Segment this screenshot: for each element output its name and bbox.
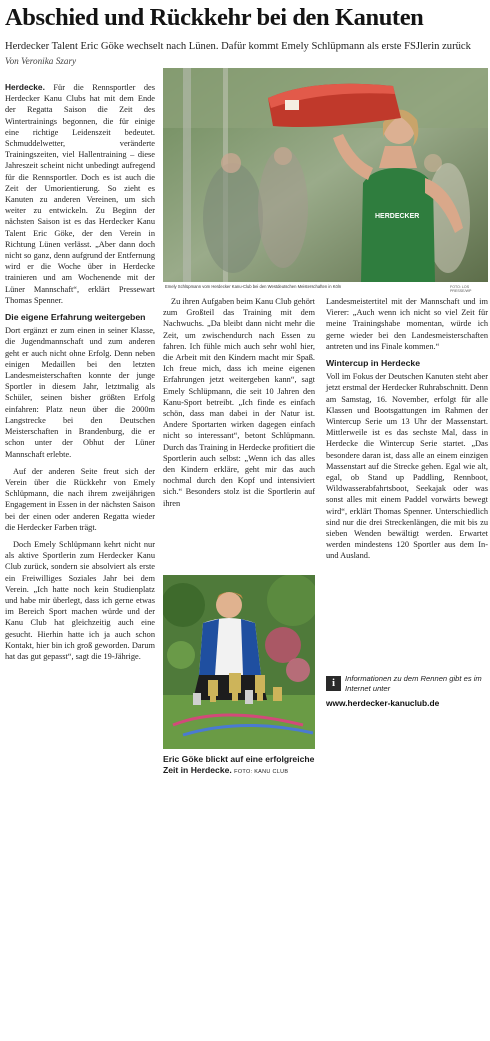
photo-caption-1: Emely Schlüpmann vom Herdecker Kanu-Club bei den Westdeutschen Meisterschaften in Köln <box>165 284 342 289</box>
info-text: Informationen zu dem Rennen gibt es im Internet unter <box>345 674 482 693</box>
photo-caption-2 <box>163 754 315 778</box>
paragraph <box>5 82 155 306</box>
club-website-link[interactable]: www.herdecker-kanuclub.de <box>326 698 440 708</box>
paragraph: Doch Emely Schlüpmann kehrt nicht nur als aktive Sportlerin zum Herdecker Kanu Club zurück, sondern sie absolviert als erste ein Freiwilliges Soziales Jahr bei dem Verein. „Ich hatte noch kein Studienplatz und habe mir überlegt, dass ich gerne etwas im Bereich Sport machen würde und der Kanu Club hat gleichzeitig auch eine gesucht. Hierhin hatte ich ja auch schon Kontakt, hier bin ich groß geworden. Darum hat das gut gepasst“, sagt die 19-Jährige. <box>5 539 155 661</box>
jersey-lettering: HERDECKER <box>375 213 420 220</box>
photo-credit-1: FOTO: LOS PRESSE/WP <box>450 285 472 293</box>
paragraph: Landesmeistertitel mit der Mannschaft und im Vierer: „Auch wenn ich nicht so viel Zeit für meine Trainingshabe momentan, würde ich gerne wieder bei den Landesmeisterschaften antreten und ins Finale kommen.“ <box>326 297 488 351</box>
paragraph-text: Für die Rennsportler des Herdecker Kanu Clubs hat mit dem Ende der Regatta Saison die Zeit des Wintertrainings begonnen, die für einige eine richtige Leidenszeit bedeutet. Schmuddelwetter, veränderte Trainingszeiten, viel Hallentraining – diese Jahreszeit scheint nicht unbedingt aufregend für die Rennsportler. Doch es ist auch die Zeit der Umorientierung. So zieht es Kanuten zu anderen Vereinen, um sich weiter zu entwickeln. Zu Beginn der nächsten Saison ist es das Herdecker Kanu Talent Eric Göke, der den Verein in Richtung Lünen verlässt. „Aber dann doch nicht so ganz, denn aufgrund der Entfernung wird er die Woche über in Herdecke trainieren und am Wochenende mit der Lüner Mannschaft“, erklärt Pressewart Thomas Spenner. <box>5 83 155 305</box>
subheading: Wintercup in Herdecke <box>326 358 421 369</box>
photo-credit-2: FOTO: KANU CLUB <box>234 769 289 775</box>
caption-text: Eric Göke blickt auf eine erfolgreiche Zeit in Herdecke. <box>163 754 315 775</box>
trophies-illustration <box>163 575 315 749</box>
article-column-3 <box>326 296 488 568</box>
subheadline: Herdecker Talent Eric Göke wechselt nach Lünen. Dafür kommt Emely Schlüpmann als erste FSJlerin zurück <box>5 41 471 52</box>
paragraph: Zu ihren Aufgaben beim Kanu Club gehört zum Großteil das Training mit dem Nachwuchs. „Da bleibt dann nicht mehr die Zeit, um zwischendurch nach Essen zu fahren. Ich fühle mich auch sehr wohl hier, die Arbeit mit den Kindern macht mir Spaß. Ich freue mich, dass ich meine eigenen Erfahrungen jetzt weitergeben kann“, sagt Emely Schlüpmann, die seit 10 Jahren den Kanu-Sport betreibt. „Ich finde es einfach schön, dass man dabei in der Natur ist. Andere Sportarten wirken dagegen einfach nicht so interessant“, betont Schlüpmann. Durch das Training in Herdecke profitiert die Sportlerin auch selbst: „Wenn ich das alles den Kindern erkläre, geht mir das auch nochmal durch den Kopf und intensiviert sich.“ Besonders stolz ist die Sportlerin auf ihren <box>163 297 315 508</box>
byline: Von Veronika Szary <box>5 56 77 66</box>
photo-trophies <box>163 575 315 749</box>
subheading: Die eigene Erfahrung weitergeben <box>5 312 146 323</box>
photo-kayaker <box>163 68 488 282</box>
headline: Abschied und Rückkehr bei den Kanuten <box>5 4 424 31</box>
article-column-2 <box>163 296 315 515</box>
paragraph: Voll im Fokus der Deutschen Kanuten steht aber jetzt erstmal der Herdecker Ruhrabschnitt. Denn am Samstag, 16. November, erfolgt für alle Klassen und Bootsgattungen im Rahmen der Wintercup Serie um 13 Uhr der Massenstart. Mittlerweile ist es das sechste Mal, dass in Herdecke die Wintercup Serie startet. „Das besondere daran ist, dass alle an einem einzigen Massenstart auf die Strecke gehen. Egal wie alt, egal, ob Stand up Paddling, Rennboot, Wildwasserabfahrtsboot, Seekajak oder was sonst alles mit einem Paddel vorwärts bewegt wird“, erklärt Thomas Spenner. Unterschiedlich sind nur die drei Streckenlängen, die mit bis zu sieben Wenden bewältigt werden. Erwartet werden mindestens 120 Sportler aus dem In- und Ausland. <box>326 372 488 561</box>
article-column-1 <box>5 82 155 668</box>
info-icon: i <box>326 676 341 691</box>
paragraph: Auf der anderen Seite freut sich der Verein über die Rückkehr von Emely Schlüpmann, die nach ihrem zweijährigen Engagement in Essen in der nächsten Saison bei der einen oder anderen Regatta wieder die Herdecker Farben trägt. <box>5 466 155 532</box>
kayaker-illustration <box>163 68 488 282</box>
dateline: Herdecke. <box>5 82 45 92</box>
paragraph: Dort ergänzt er zum einen in seiner Klasse, die Jugendmannschaft und zum anderen geht er auch nicht ohne Erfolg. Denn neben einigen Medaillen bei den letzten Landesmeisterschaften konnte der junge Sportler in diesem Jahr, letztmalig als Schüler, seinen bisher größten Erfolg einfahren: Platz neun über die 2000m Langstrecke bei den Deutschen Meisterschaften in Brandenburg, die er schon unter der Obhut der Lüner Mannschaft erlebte. <box>5 326 155 459</box>
